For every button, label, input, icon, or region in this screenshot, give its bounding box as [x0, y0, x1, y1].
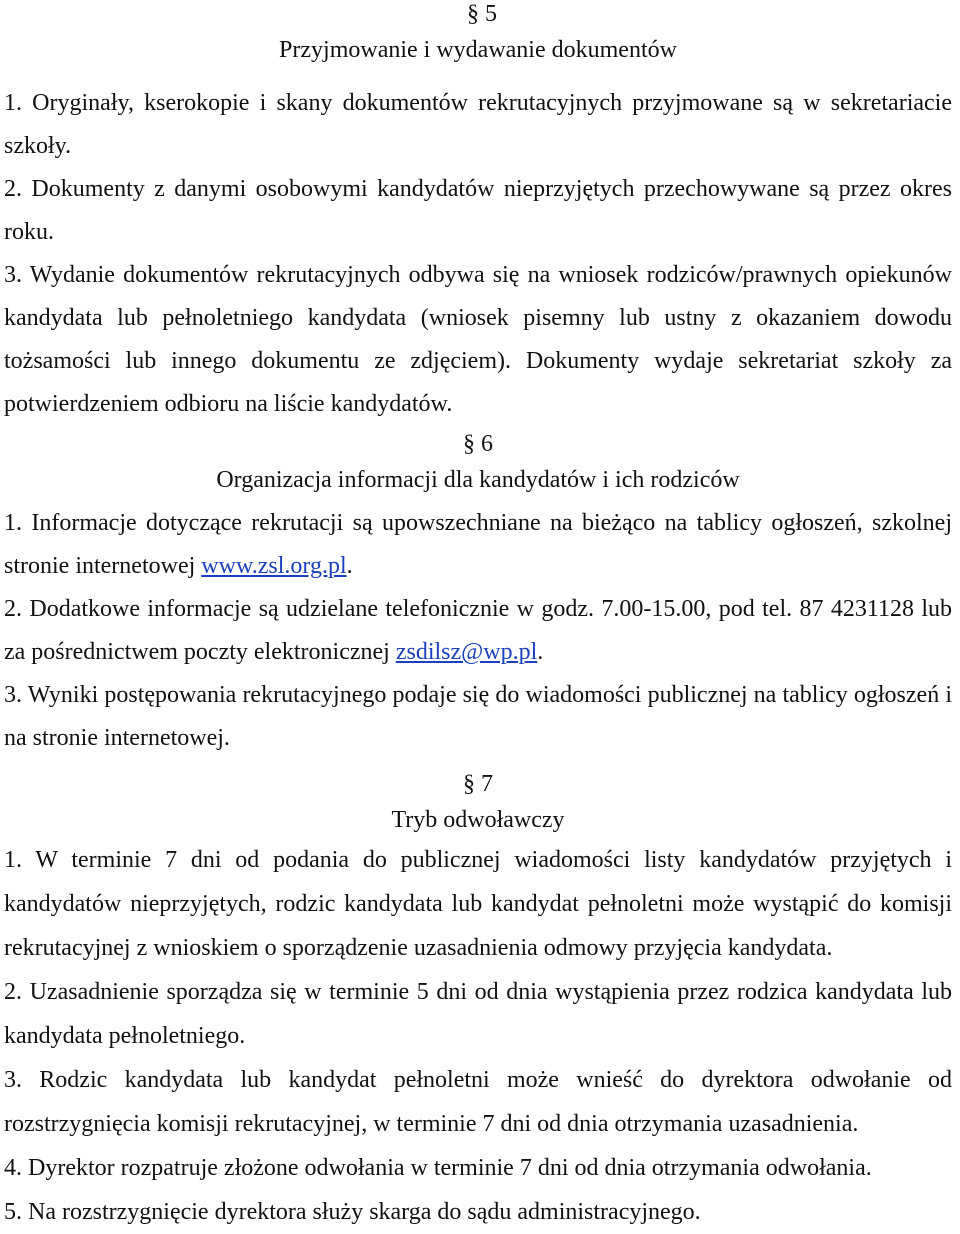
section-7-item-4: 4. Dyrektor rozpatruje złożone odwołania w terminie 7 dni od dnia otrzymania odwołania. [4, 1155, 872, 1181]
section-6-item-1-end: . [346, 553, 353, 579]
section-7-item-2: 2. Uzasadnienie sporządza się w terminie 5 dni od dnia wystąpienia przez rodzica kandydata lub kandydata pełnoletniego. [4, 979, 952, 1049]
section-5-header [4, 0, 952, 68]
section-6-item-3: 3. Wyniki postępowania rekrutacyjnego podaje się do wiadomości publicznej na tablicy ogłoszeń i na stronie internetowej. [4, 682, 952, 751]
section-5-item-1: 1. Oryginały, kserokopie i skany dokumentów rekrutacyjnych przyjmowane są w sekretariacie szkoły. [4, 90, 952, 159]
section-5-item-2: 2. Dokumenty z danymi osobowymi kandydatów nieprzyjętych przechowywane są przez okres roku. [4, 176, 952, 245]
section-6-item-1-text: 1. Informacje dotyczące rekrutacji są upowszechniane na bieżąco na tablicy ogłoszeń, szkolnej stronie internetowej [4, 510, 952, 579]
section-7-body [4, 838, 952, 1234]
section-7-item-3: 3. Rodzic kandydata lub kandydat pełnoletni może wnieść do dyrektora odwołanie od rozstrzygnięcia komisji rekrutacyjnej, w terminie 7 dni od dnia otrzymania uzasadnienia. [4, 1067, 952, 1137]
section-6-symbol: § 6 [463, 431, 493, 457]
section-6-item-2-text: 2. Dodatkowe informacje są udzielane telefonicznie w godz. 7.00-15.00, pod tel. 87 4231128 lub za pośrednictwem poczty elektronicznej [4, 596, 952, 665]
section-5-item-3: 3. Wydanie dokumentów rekrutacyjnych odbywa się na wniosek rodziców/prawnych opiekunów kandydata lub pełnoletniego kandydata (wniosek pisemny lub ustny z okazaniem dowodu tożsamości lub innego dokumentu ze zdjęciem). Dokumenty wydaje sekretariat szkoły za potwierdzeniem odbioru na liście kandydatów. [4, 262, 952, 417]
section-6-title: Organizacja informacji dla kandydatów i ich rodziców [216, 467, 740, 493]
section-5-symbol: § 5 [467, 1, 497, 27]
website-link[interactable]: www.zsl.org.pl [201, 553, 347, 579]
section-7-title: Tryb odwoławczy [391, 807, 565, 833]
section-6-body [4, 502, 952, 760]
section-6-item-2 [4, 588, 952, 674]
section-7-symbol: § 7 [463, 771, 493, 797]
section-6-item-2-end: . [537, 639, 544, 665]
section-7-item-1: 1. W terminie 7 dni od podania do publicznej wiadomości listy kandydatów przyjętych i kandydatów nieprzyjętych, rodzic kandydata lub kandydat pełnoletni może wystąpić do komisji rekrutacyjnej z wnioskiem o sporządzenie uzasadnienia odmowy przyjęcia kandydata. [4, 847, 952, 961]
section-6-header [4, 430, 952, 498]
section-7-item-5: 5. Na rozstrzygnięcie dyrektora służy skarga do sądu administracyjnego. [4, 1199, 701, 1225]
section-7-header [4, 770, 952, 838]
section-5-body [4, 82, 952, 426]
section-5-title: Przyjmowanie i wydawanie dokumentów [279, 37, 677, 63]
section-6-item-1 [4, 502, 952, 588]
email-link[interactable]: zsdilsz@wp.pl [395, 639, 538, 665]
